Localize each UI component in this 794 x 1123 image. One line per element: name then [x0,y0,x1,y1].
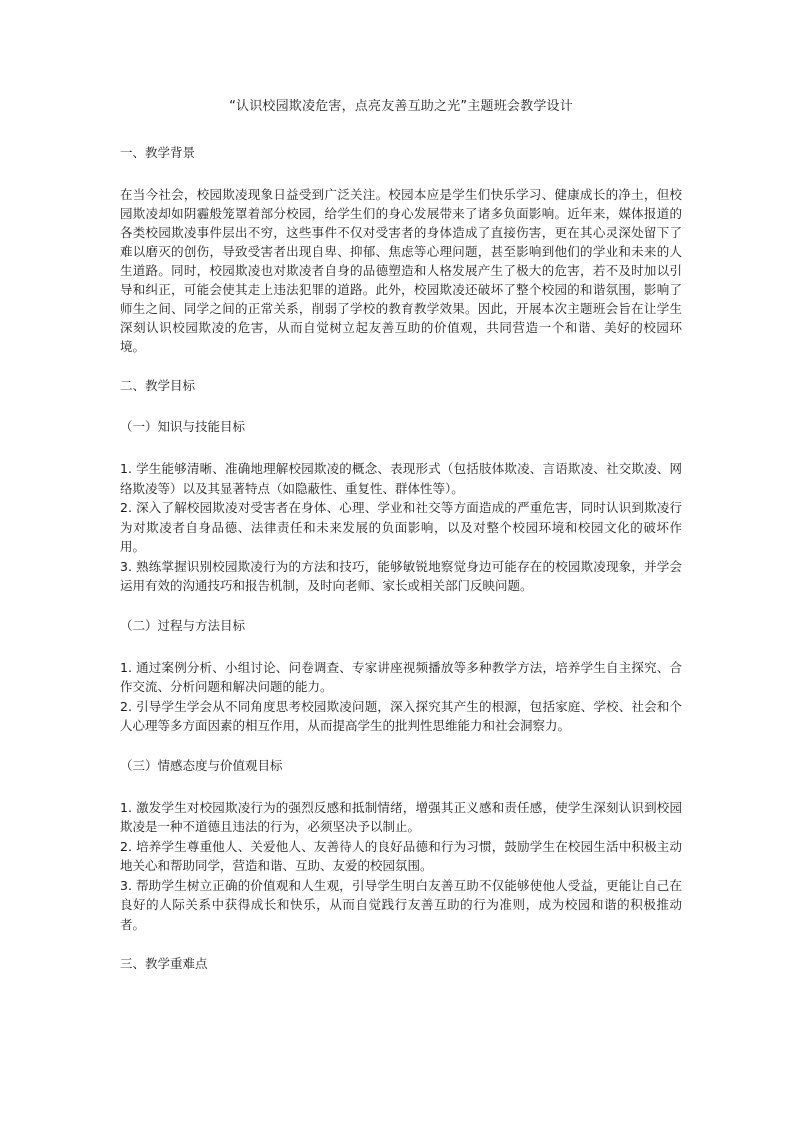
document-title: “认识校园欺凌危害，点亮友善互助之光”主题班会教学设计 [229,99,573,114]
section-heading-key-points: 三、教学重难点 [120,956,208,971]
list-item: 1. 通过案例分析、小组讨论、问卷调查、专家讲座视频播放等多种教学方法，培养学生自主探究、合作交流、分析问题和解决问题的能力。 [120,659,682,694]
section-heading-background: 一、教学背景 [120,145,196,160]
emotions-values-list [120,798,682,935]
list-item: 3. 熟练掌握识别校园欺凌行为的方法和技巧，能够敏锐地察觉身边可能存在的校园欺凌现象，并学会运用有效的沟通技巧和报告机制，及时向老师、家长或相关部门反映问题。 [120,558,682,593]
subheading-emotions-values: （三）情感态度与价值观目标 [120,757,283,773]
list-item: 1. 激发学生对校园欺凌行为的强烈反感和抵制情绪，增强其正义感和责任感，使学生深刻认识到校园欺凌是一种不道德且违法的行为，必须坚决予以制止。 [120,799,682,834]
list-item: 2. 深入了解校园欺凌对受害者在身体、心理、学业和社交等方面造成的严重危害，同时认识到欺凌行为对欺凌者自身品德、法律责任和未来发展的负面影响，以及对整个校园环境和校园文化的破坏作用。 [120,500,682,554]
list-item: 2. 引导学生学会从不同角度思考校园欺凌问题，深入探究其产生的根源，包括家庭、学校、社会和个人心理等多方面因素的相互作用，从而提高学生的批判性思维能力和社会洞察力。 [120,698,682,733]
list-item: 2. 培养学生尊重他人、关爱他人、友善待人的良好品德和行为习惯，鼓励学生在校园生活中积极主动地关心和帮助同学，营造和谐、互助、友爱的校园氛围。 [120,838,682,873]
section-heading-objectives: 二、教学目标 [120,378,196,393]
document-page [120,98,682,996]
knowledge-skills-list [120,459,682,596]
process-methods-list [120,658,682,736]
subheading-knowledge-skills: （一）知识与技能目标 [120,419,246,434]
background-paragraph: 在当今社会，校园欺凌现象日益受到广泛关注。校园本应是学生们快乐学习、健康成长的净土，但校园欺凌却如阴霾般笼罩着部分校园，给学生们的身心发展带来了诸多负面影响。近年来，媒体报道的各类校园欺凌事件层出不穷，这些事件不仅对受害者的身体造成了直接伤害，更在其心灵深处留下了难以磨灭的创伤，导致受害者出现自卑、抑郁、焦虑等心理问题，甚至影响到他们的学业和未来的人生道路。同时，校园欺凌也对欺凌者自身的品德塑造和人格发展产生了极大的危害，若不及时加以引导和纠正，可能会使其走上违法犯罪的道路。此外，校园欺凌还破坏了整个校园的和谐氛围，影响了师生之间、同学之间的正常关系，削弱了学校的教育教学效果。因此，开展本次主题班会旨在让学生深刻认识校园欺凌的危害，从而自觉树立起友善互助的价值观，共同营造一个和谐、美好的校园环境。 [120,187,682,354]
list-item: 1. 学生能够清晰、准确地理解校园欺凌的概念、表现形式（包括肢体欺凌、言语欺凌、社交欺凌、网络欺凌等）以及其显著特点（如隐蔽性、重复性、群体性等）。 [120,461,682,496]
list-item: 3. 帮助学生树立正确的价值观和人生观，引导学生明白友善互助不仅能够使他人受益，更能让自己在良好的人际关系中获得成长和快乐，从而自觉践行友善互助的行为准则，成为校园和谐的积极推动者。 [120,877,682,932]
subheading-process-methods: （二）过程与方法目标 [120,617,246,633]
